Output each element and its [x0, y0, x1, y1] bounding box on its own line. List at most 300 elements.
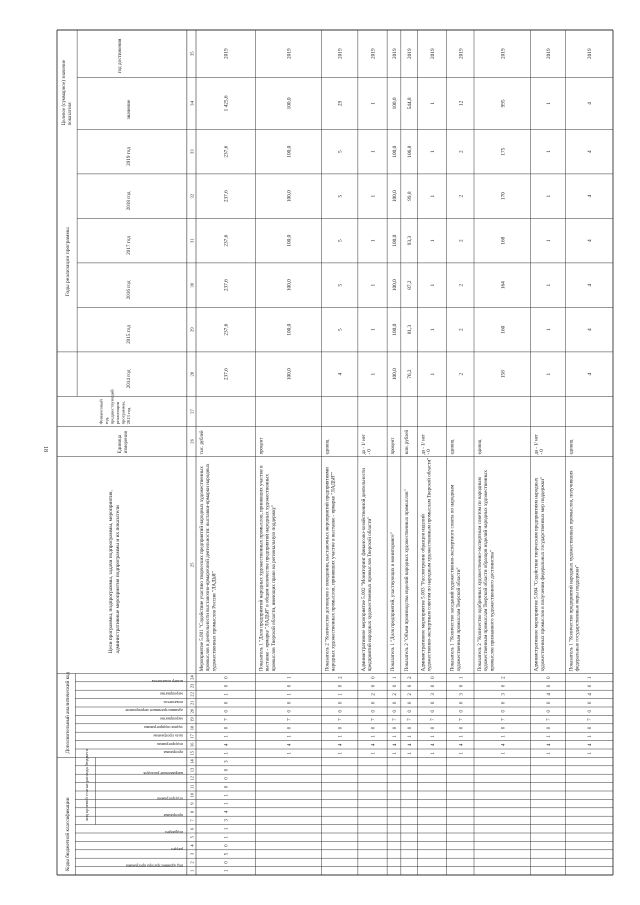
code-cell: 0 [588, 726, 594, 730]
header-fin-year: предшествующий [109, 389, 115, 425]
value-cell: 76,2 [407, 369, 414, 379]
goal-text: промыслов признанного художественного достоинства" [489, 550, 496, 672]
header-code-label: программа [163, 813, 183, 819]
value-cell: 4 [337, 372, 344, 376]
code-cell: 0 [392, 684, 398, 688]
value-cell: 4 [587, 283, 594, 287]
target-value-cell: 1 [546, 102, 553, 105]
code-cell: 1 [459, 735, 465, 738]
value-cell: 100,0 [286, 190, 293, 203]
header-code-label: административное мероприятие [125, 708, 183, 714]
header-goals: Цели программы, подпрограммы, задачи подпрограммы, мероприятия, [107, 490, 114, 654]
code-cell: 0 [430, 701, 436, 705]
target-value-cell: 544,8 [407, 97, 414, 110]
code-cell: 1 [224, 835, 230, 839]
value-cell: 5 [337, 194, 344, 198]
value-cell: 1 [370, 239, 377, 242]
code-cell: 0 [588, 684, 594, 688]
value-cell: 158 [500, 370, 507, 379]
code-cell: 0 [501, 701, 507, 705]
unit-cell: единиц [569, 439, 575, 455]
goal-text: Административное мероприятие 5.002 "Мониторинг финансово-хозяйственной деятельности [360, 468, 367, 672]
code-cell: 2 [338, 676, 344, 679]
value-cell: 100,0 [391, 279, 398, 292]
code-cell: 2 [408, 693, 414, 696]
code-cell: 0 [287, 709, 293, 713]
code-cell: 4 [459, 743, 465, 747]
code-cell: 0 [430, 676, 436, 679]
value-cell: 2 [458, 372, 465, 376]
value-cell: 1 [429, 194, 436, 198]
code-cell: 7 [430, 718, 436, 721]
goal-text: Показатель 1 "Количество предприятий народных художественных промыслов, получивших [568, 470, 575, 672]
code-cell: 0 [430, 709, 436, 713]
header-code-label: показатель [163, 699, 183, 705]
code-cell: 7 [287, 718, 293, 721]
header-y2016: 2016 год [126, 280, 133, 300]
value-cell: 5 [337, 239, 344, 242]
goal-text: Административное мероприятие 5.003 "Рассмотрение образцов изделий [420, 514, 427, 672]
column-number: 9 [189, 802, 195, 805]
goal-text: Показатель 2 "Объем производства изделий народных художественных промыслов" [403, 489, 410, 672]
code-cell: 3 [224, 760, 230, 763]
header-unit: Единица [118, 434, 124, 454]
code-cell: 1 [224, 802, 230, 805]
code-cell: 4 [588, 743, 594, 747]
code-cell: 2 [371, 693, 377, 696]
value-cell: 2 [458, 239, 465, 242]
goal-text: Показатель 2 "Количество договоров о поведении, выставочных мероприятий предприятиями [324, 467, 331, 672]
value-cell: 1 [370, 194, 377, 198]
target-value-cell: 1 [370, 102, 377, 105]
value-cell: 100,0 [391, 145, 398, 158]
value-cell: 1 [429, 239, 436, 242]
code-cell: 1 [338, 751, 344, 755]
target-value-cell: 100,0 [391, 97, 398, 110]
code-cell: 0 [408, 709, 414, 713]
code-cell: 1 [588, 676, 594, 679]
column-number: 6 [189, 827, 195, 830]
code-cell: 1 [459, 751, 465, 755]
code-cell: 0 [371, 701, 377, 705]
column-number: 34 [189, 101, 195, 106]
code-cell: 0 [338, 701, 344, 705]
header-code-label: раздел [171, 846, 183, 852]
column-number: 16 [189, 742, 195, 748]
code-cell: 1 [501, 735, 507, 738]
code-cell: 1 [224, 751, 230, 755]
code-cell: 0 [392, 701, 398, 705]
column-number: 13 [189, 767, 195, 773]
code-cell: 0 [392, 726, 398, 730]
code-cell: 1 [224, 793, 230, 797]
value-cell: 106,8 [407, 145, 414, 158]
unit-cell: единиц [450, 439, 456, 455]
code-cell: 1 [287, 735, 293, 738]
goal-text: художественным промыслам Тверской области" [455, 567, 462, 672]
code-cell: 0 [224, 709, 230, 713]
goal-text: Показатель 1 "Доля предприятий, участвующих в мониторинге" [390, 532, 397, 672]
code-cell: 1 [430, 751, 436, 755]
code-cell: 0 [547, 726, 553, 730]
header-goals: административные мероприятия подпрограммы и их показатели [114, 505, 121, 654]
code-cell: 0 [430, 726, 436, 730]
header-code-label: программа [163, 750, 183, 756]
code-cell: 0 [408, 684, 414, 688]
code-cell: 1 [224, 693, 230, 696]
code-cell: 2 [392, 693, 398, 696]
goal-text: художественных промыслов России "ЛАДЬЯ" [211, 571, 218, 672]
code-cell: 7 [224, 718, 230, 721]
code-cell: 0 [588, 709, 594, 713]
header-target: показателя [68, 102, 74, 126]
unit-cell: да - 1/ нет [534, 434, 540, 455]
code-cell: 4 [430, 743, 436, 747]
target-year-cell: 2019 [546, 48, 553, 59]
column-number: 15 [189, 750, 195, 756]
column-number: 29 [189, 327, 195, 332]
code-cell: 0 [224, 861, 230, 864]
code-cell: 0 [224, 676, 230, 679]
column-number: 30 [189, 282, 195, 288]
header-y2019: 2019 год [126, 147, 133, 166]
value-cell: 4 [587, 239, 594, 242]
code-cell: 1 [459, 676, 465, 679]
header-fin-year: реализации [115, 401, 121, 425]
value-cell: 237,6 [223, 323, 230, 336]
code-cell: 0 [287, 726, 293, 730]
value-cell: 4 [587, 150, 594, 153]
value-cell: 100,0 [391, 323, 398, 336]
value-cell: 1 [370, 372, 377, 376]
code-cell: 1 [224, 735, 230, 738]
header-code-label: задача подпрограммы [143, 725, 183, 730]
code-cell: 1 [501, 751, 507, 755]
header-target-code: код целевой статьи расхода бюджета [84, 749, 90, 821]
code-cell: 0 [224, 768, 230, 772]
target-value-cell: 1 [429, 102, 436, 105]
code-cell: 0 [547, 709, 553, 713]
code-cell: 1 [224, 869, 230, 873]
value-cell: 100,0 [391, 368, 398, 381]
code-cell: 4 [224, 743, 230, 747]
code-cell: 4 [547, 743, 553, 747]
column-number: 4 [189, 844, 195, 847]
code-cell: 1 [408, 751, 414, 755]
value-cell: 100,0 [286, 279, 293, 292]
target-value-cell: 4 [587, 102, 594, 105]
goal-text: Мероприятие 5.001 "Содействие участию творческих предприятий народных художественных [199, 466, 205, 672]
header-code-label: направление расходов [143, 771, 183, 777]
code-cell: 7 [547, 718, 553, 721]
unit-cell: - 0 [426, 449, 432, 455]
header-y2014: 2014 год [126, 369, 133, 389]
code-cell: 0 [501, 726, 507, 730]
value-cell: 1 [546, 194, 553, 198]
code-cell: 2 [501, 676, 507, 679]
header-budget-class: Коды бюджетной классификации [64, 797, 71, 871]
code-cell: 0 [371, 726, 377, 730]
column-number: 14 [189, 759, 195, 764]
value-cell: 81,3 [407, 325, 414, 335]
code-cell: 1 [547, 751, 553, 755]
code-cell: 1 [547, 735, 553, 738]
code-cell: 1 [588, 735, 594, 738]
header-fin-year: год, [104, 416, 110, 425]
value-cell: 237,6 [223, 279, 230, 292]
column-number: 21 [189, 700, 195, 706]
code-cell: 5 [224, 852, 230, 856]
code-cell: 1 [371, 735, 377, 738]
code-cell: 0 [459, 726, 465, 730]
code-cell: 4 [547, 693, 553, 696]
target-year-cell: 2019 [500, 48, 507, 59]
value-cell: 2 [458, 328, 465, 331]
column-number: 19 [189, 717, 195, 722]
code-cell: 4 [501, 743, 507, 747]
target-year-cell: 2019 [407, 48, 414, 59]
column-number: 3 [189, 852, 195, 856]
target-year-cell: 2019 [337, 48, 344, 59]
value-cell: 237,6 [223, 368, 230, 381]
unit-cell: - 0 [367, 449, 373, 455]
code-cell: 0 [371, 709, 377, 713]
header-y2018: 2018 год [126, 191, 133, 211]
code-cell: 0 [338, 684, 344, 688]
goal-text: народных художественных промыслов, принявших участие в выставке - ярмарке "ЛАДЬЯ"" [330, 471, 337, 672]
goal-text: выставке - ярмарке "ЛАДЬЯ" в общем количестве предприятий народных художественных [264, 474, 271, 672]
column-number: 18 [189, 725, 195, 731]
unit-cell: да - 1/ нет [361, 434, 367, 455]
target-value-cell: 100,0 [286, 97, 293, 110]
code-cell: 3 [501, 693, 507, 696]
unit-cell: единиц [478, 439, 483, 455]
code-cell: 1 [287, 676, 293, 679]
value-cell: 87,2 [407, 280, 414, 290]
code-cell: 0 [459, 701, 465, 705]
page-number: 18 [42, 446, 48, 452]
header-fin-year: Финансовый [98, 399, 104, 425]
goal-text: Административное мероприятие 5.004 "Содействие творческим предприятиям народных [533, 477, 540, 672]
header-code-label: цель программы [153, 733, 183, 739]
header-fin-year: программы, [120, 401, 126, 425]
code-cell: 1 [430, 735, 436, 738]
value-cell: 100,0 [391, 190, 398, 203]
goal-text: промыслов Тверской области, имеющих право на региональную поддержку" [270, 504, 277, 672]
column-number: 11 [189, 784, 195, 790]
value-cell: 5 [337, 328, 344, 331]
value-cell: 100,0 [391, 234, 398, 247]
value-cell: 237,6 [223, 145, 230, 158]
table-rotated-group [57, 30, 613, 875]
code-cell: 1 [392, 735, 398, 738]
target-year-cell: 2019 [223, 48, 230, 59]
code-cell: 1 [287, 693, 293, 696]
header-target: Целевое (суммарное) значение [62, 59, 68, 126]
value-cell: 99,8 [407, 191, 414, 201]
value-cell: 100,0 [286, 368, 293, 381]
goal-text: художественно-экспертным советом по народным художественным промыслам Тверской области" [426, 457, 433, 672]
code-cell: 0 [371, 684, 377, 688]
code-cell: 1 [338, 693, 344, 696]
value-cell: 164 [500, 281, 507, 290]
value-cell: 237,6 [223, 234, 230, 247]
code-cell: 3 [430, 693, 436, 696]
goal-text: Показатель 1 "Количество заседаний художественно-экспертного совета по народным [449, 484, 456, 672]
target-year-cell: 2019 [370, 48, 377, 59]
value-cell: 1 [370, 328, 377, 331]
header-code-label: подпрограмма [157, 741, 183, 747]
code-cell: 7 [371, 718, 377, 721]
code-cell: 1 [408, 735, 414, 738]
header-code-label: мероприятие [159, 691, 183, 697]
value-cell: 1 [546, 239, 553, 242]
code-cell: 4 [287, 743, 293, 747]
code-cell: 0 [547, 676, 553, 679]
target-year-cell: 2019 [458, 48, 465, 59]
header-unit: измерения [124, 431, 130, 454]
value-cell: 1 [546, 283, 553, 287]
code-cell: 0 [408, 701, 414, 705]
goal-text: предприятий народных художественных промыслов Тверской области" [367, 516, 374, 672]
value-cell: 170 [500, 192, 507, 201]
code-cell: 3 [459, 693, 465, 696]
value-cell: 4 [587, 194, 594, 198]
goal-text: промыслов в деятельности выставочно-ярмарочной деятельности: выставки-ярмарки народных [205, 463, 212, 672]
value-cell: 100,0 [286, 323, 293, 336]
code-cell: 3 [224, 819, 230, 822]
code-cell: 0 [338, 726, 344, 730]
code-cell: 0 [224, 785, 230, 789]
value-cell: 5 [337, 150, 344, 153]
code-cell: 1 [224, 827, 230, 831]
unit-cell: тыс. рублей [200, 430, 205, 455]
header-code-label: код администратора программы [125, 863, 183, 869]
goal-text: федеральные государственные меры поддержки" [574, 565, 581, 672]
value-cell: 1 [546, 328, 553, 331]
target-year-cell: 2019 [587, 48, 594, 59]
goal-text: художественным промыслам Тверской области образцов изделий народных художественных [483, 470, 490, 672]
unit-cell: млн. рублей [404, 429, 410, 455]
target-value-cell: 1 425,6 [223, 95, 230, 112]
column-number: 35 [189, 51, 195, 56]
value-cell: 160 [500, 325, 507, 334]
column-number: 5 [189, 836, 195, 839]
column-number: 20 [189, 708, 195, 714]
code-cell: 0 [430, 684, 436, 688]
column-number: 22 [189, 692, 195, 697]
unit-cell: единиц [325, 439, 331, 455]
column-number: 28 [189, 371, 195, 377]
value-cell: 1 [546, 150, 553, 153]
value-cell: 5 [337, 283, 344, 287]
code-cell: 0 [371, 676, 377, 679]
code-cell: 7 [338, 718, 344, 721]
code-cell: 0 [287, 684, 293, 688]
header-y2015: 2015 год [126, 325, 133, 344]
code-cell: 4 [338, 743, 344, 747]
header-fin-year: 2013 год [126, 407, 132, 425]
value-cell: 168 [500, 236, 507, 245]
code-cell: 7 [408, 718, 414, 721]
value-cell: 175 [500, 147, 507, 156]
code-cell: 0 [392, 709, 398, 713]
code-cell: 1 [392, 676, 398, 679]
column-number: 31 [189, 238, 195, 243]
value-cell: 2 [458, 150, 465, 153]
header-target-value: значение [126, 99, 133, 120]
column-number: 1 [189, 869, 195, 872]
header-code-label: мероприятие [159, 716, 183, 722]
target-year-cell: 2019 [429, 48, 436, 59]
unit-cell: - 0 [540, 449, 546, 455]
value-cell: 1 [546, 372, 553, 376]
value-cell: 4 [587, 372, 594, 376]
column-number: 2 [189, 861, 195, 864]
value-cell: 93,3 [407, 236, 414, 246]
column-number: 7 [189, 819, 195, 822]
code-cell: 0 [224, 684, 230, 688]
code-cell: 7 [392, 718, 398, 721]
target-value-cell: 12 [458, 100, 465, 107]
column-number: 23 [189, 683, 195, 689]
code-cell: 0 [224, 844, 230, 847]
value-cell: 1 [429, 283, 436, 287]
target-value-cell: 995 [500, 99, 507, 108]
column-number: 12 [189, 776, 195, 781]
code-cell: 0 [459, 709, 465, 713]
header-analytic: Дополнительный аналитический код [64, 672, 71, 754]
header-code-label: номер показателя [151, 678, 183, 684]
code-cell: 0 [501, 709, 507, 713]
code-cell: 7 [588, 718, 594, 721]
target-year-cell: 2019 [286, 48, 293, 59]
code-cell: 0 [338, 709, 344, 713]
code-cell: 2 [408, 676, 414, 679]
code-cell: 7 [459, 718, 465, 721]
column-number: 26 [189, 439, 195, 444]
value-cell: 100,0 [286, 234, 293, 247]
code-cell: 0 [408, 726, 414, 730]
header-target-year: год достижения [117, 38, 124, 74]
value-cell: 1 [429, 372, 436, 376]
code-cell: 4 [224, 810, 230, 814]
code-cell: 0 [224, 701, 230, 705]
code-cell: 0 [547, 701, 553, 705]
column-number: 32 [189, 193, 195, 199]
code-cell: 1 [371, 751, 377, 755]
target-year-cell: 2019 [391, 48, 398, 59]
value-cell: 4 [587, 328, 594, 331]
value-cell: 2 [458, 194, 465, 198]
code-cell: 4 [408, 743, 414, 747]
code-cell: 4 [588, 693, 594, 696]
header-code-label: подпрограмма [157, 796, 183, 802]
code-cell: 1 [287, 751, 293, 755]
code-cell: 7 [501, 718, 507, 721]
column-number: 27 [189, 409, 195, 414]
code-cell: 1 [392, 751, 398, 755]
code-cell: 0 [459, 684, 465, 688]
code-cell: 0 [287, 701, 293, 705]
code-cell: 1 [338, 735, 344, 738]
value-cell: 1 [370, 283, 377, 287]
code-cell: 4 [371, 743, 377, 747]
code-cell: 0 [588, 701, 594, 705]
column-number: 33 [189, 149, 195, 154]
column-number: 8 [189, 810, 195, 814]
code-cell: 0 [547, 684, 553, 688]
